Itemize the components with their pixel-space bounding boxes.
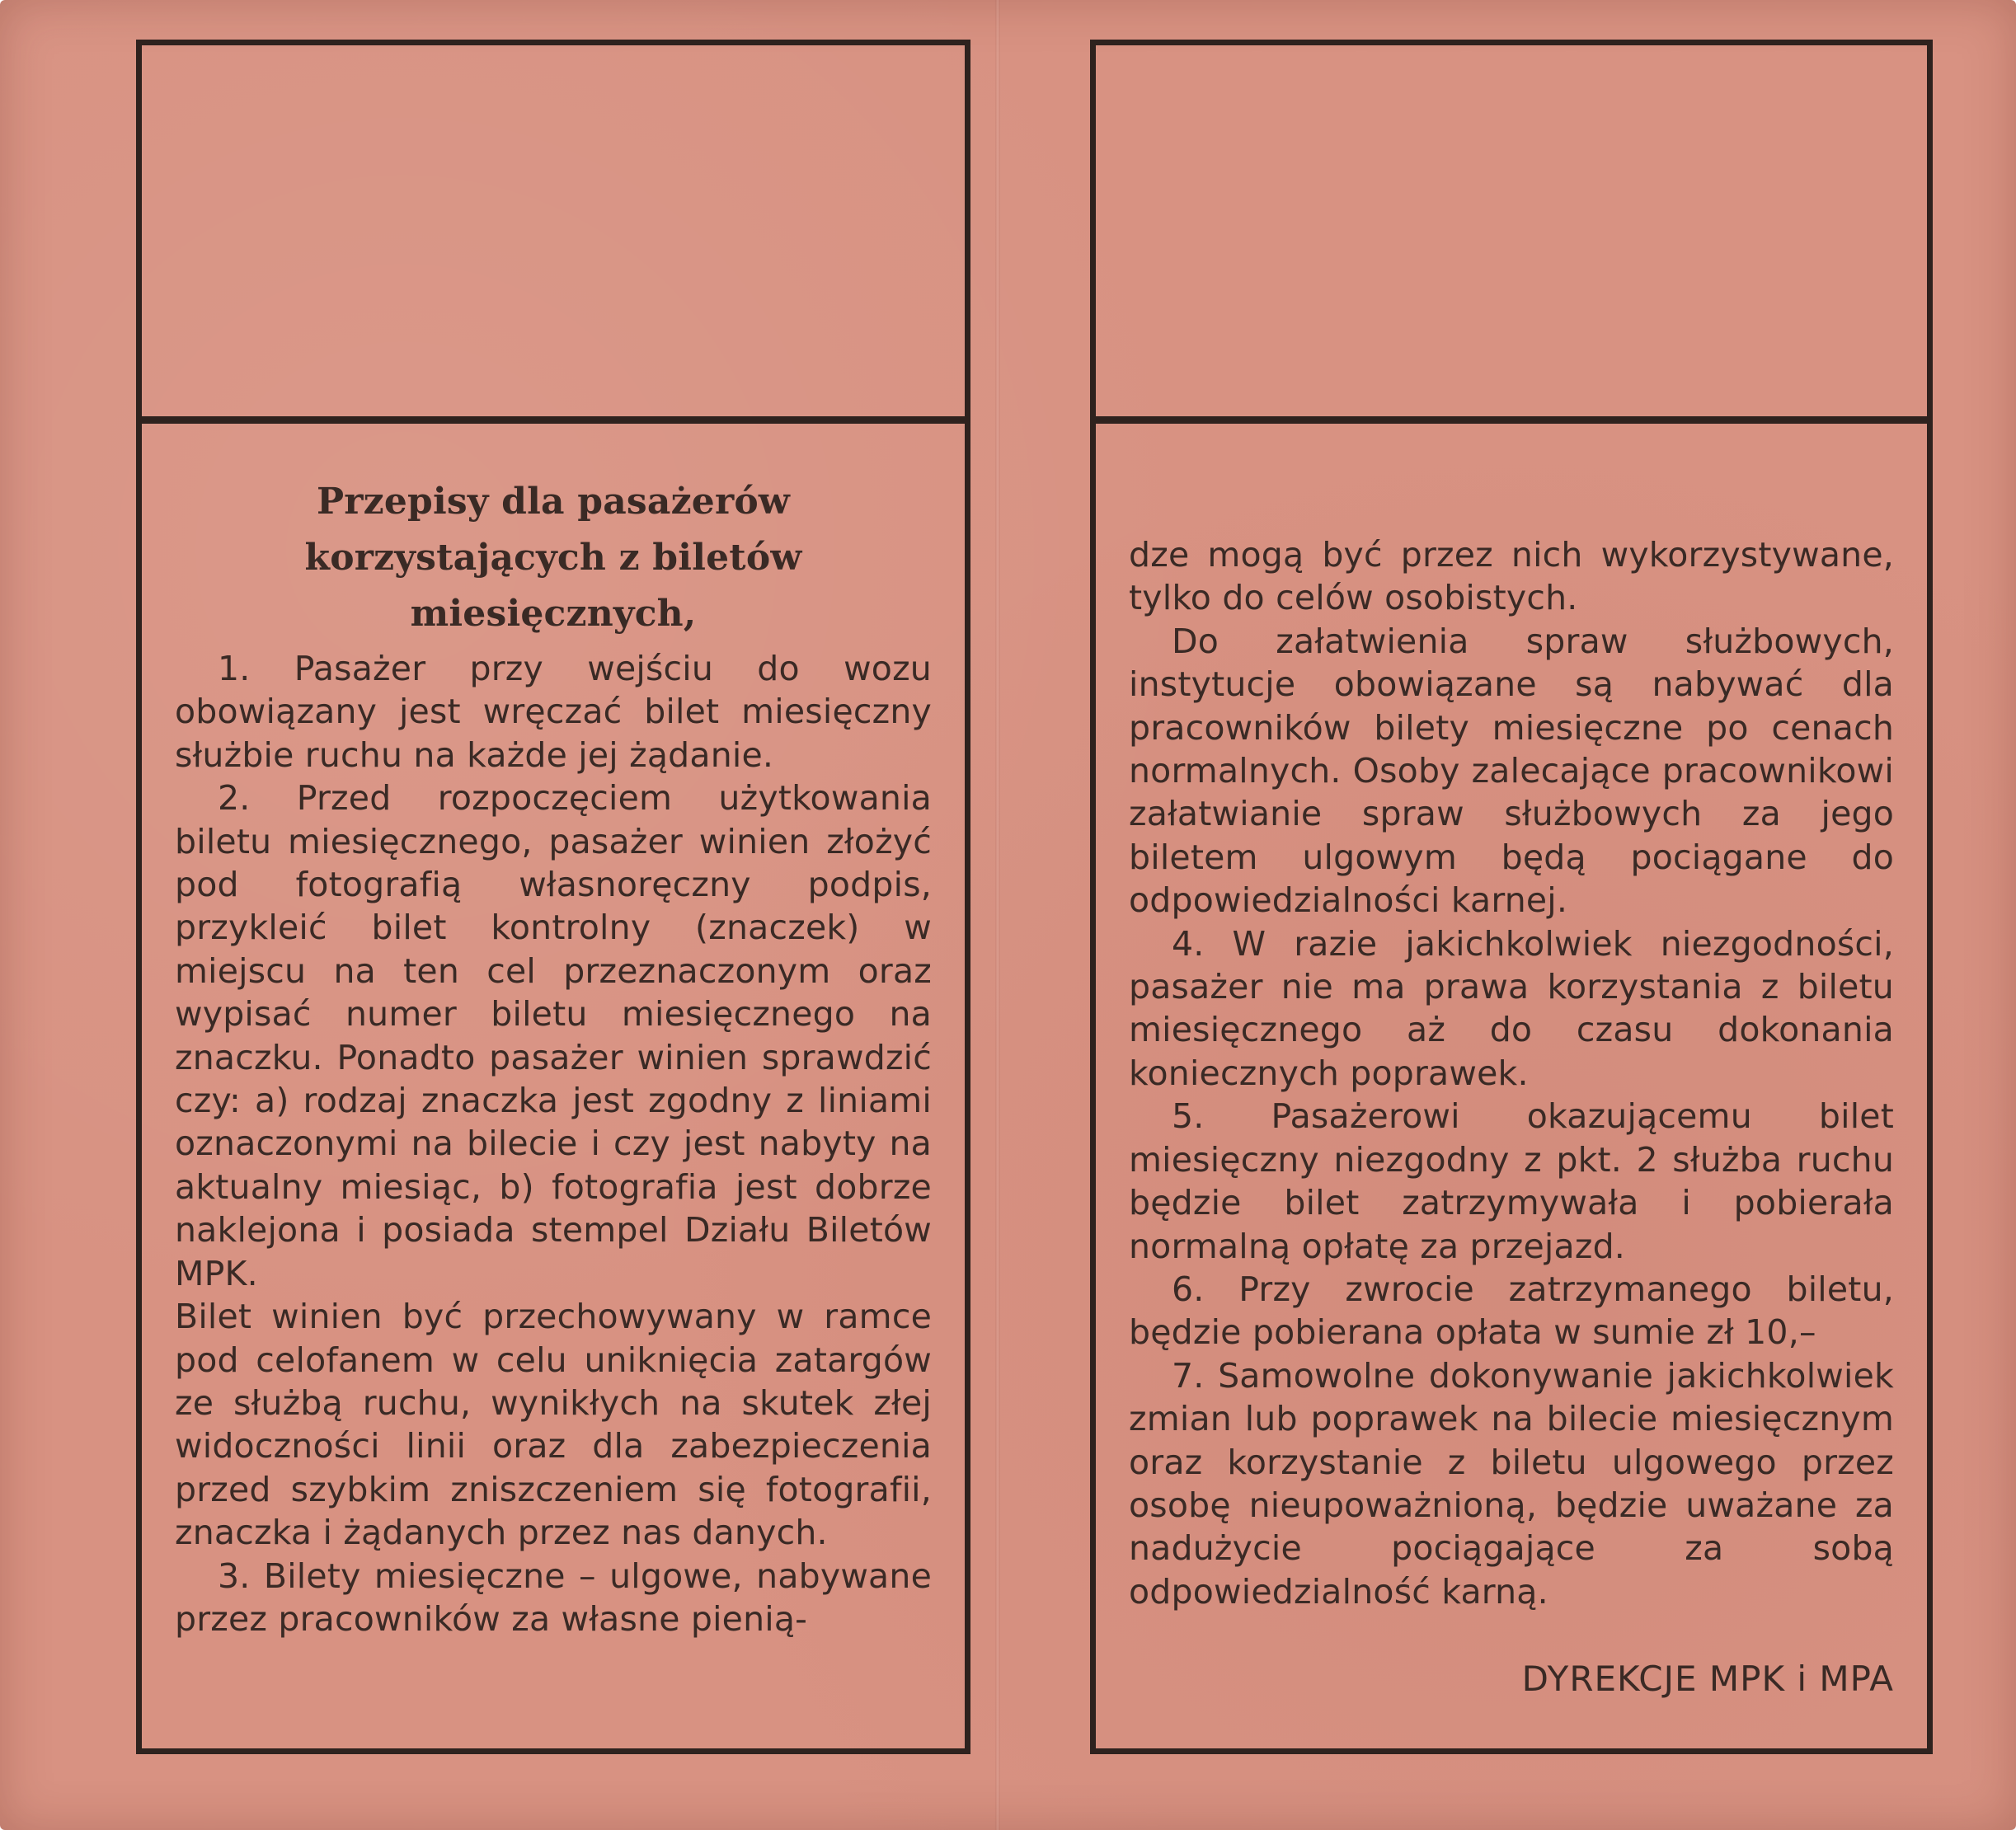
rule-6: 6. Przy zwrocie zatrzymanego biletu, będzie pobierana opłata w sumie zł 10,– [1129,1269,1894,1353]
right-text-column [1129,533,1894,1613]
center-fold [995,0,1000,1830]
rules-heading: Przepisy dla pasażerów korzystających z biletów miesięcznych, [304,481,802,635]
rule-3-start: 3. Bilety miesięczne – ulgowe, nabywane przez pracowników za własne pienią- [175,1556,932,1639]
issuer-signature: DYREKCJE MPK i MPA [1521,1659,1894,1699]
rule-7: 7. Samowolne dokonywanie jakichkolwiek zmian lub poprawek na bilecie miesięcznym oraz korzystanie z biletu ulgowego przez osobę nieupoważnioną, będzie uważane za nadużycie pociągające za sobą odpowiedzialność karną. [1129,1355,1894,1612]
left-text-column [175,474,932,1640]
left-panel [136,40,970,1754]
rule-1: 1. Pasażer przy wejściu do wozu obowiązany jest wręczać bilet miesięczny służbie ruchu na każde jej żądanie. [175,649,932,775]
rule-3-continued: dze mogą być przez nich wykorzystywane, tylko do celów osobistych. [1129,535,1894,618]
rule-2: 2. Przed rozpoczęciem użytkowania biletu miesięcznego, pasażer winien złożyć pod fotografią własnoręczny podpis, przykleić bilet kontrolny (znaczek) w miejscu na ten cel przeznaczonym oraz wypisać numer biletu miesięcznego na znaczku. Ponadto pasażer winien sprawdzić czy: a) rodzaj znaczka jest zgodny z liniami oznaczonymi na bilecie i czy jest nabyty na aktualny miesiąc, b) fotografia jest dobrze naklejona i posiada stempel Działu Biletów MPK. [175,778,932,1293]
rule-3-official: Do załatwienia spraw służbowych, instytucje obowiązane są nabywać dla pracowników bilety miesięczne po cenach normalnych. Osoby zalecające pracownikowi załatwianie spraw służbowych za jego biletem ulgowym będą pociągane do odpowiedzialności karnej. [1129,621,1894,921]
rule-2-note: Bilet winien być przechowywany w ramce pod celofanem w celu uniknięcia zatargów ze służbą ruchu, wynikłych na skutek złej widoczności linii oraz dla zabezpieczenia przed szybkim zniszczeniem się fotografii, znaczka i żądanych przez nas danych. [175,1297,932,1553]
rule-4: 4. W razie jakichkolwiek niezgodności, pasażer nie ma prawa korzystania z biletu miesięcznego aż do czasu dokonania koniecznych poprawek. [1129,923,1894,1093]
left-blank-box [142,45,965,424]
rule-5: 5. Pasażerowi okazującemu bilet miesięczny niezgodny z pkt. 2 służba ruchu będzie bilet zatrzymywała i pobierała normalną opłatę za przejazd. [1129,1096,1894,1266]
right-panel [1090,40,1933,1754]
right-blank-box [1096,45,1927,424]
